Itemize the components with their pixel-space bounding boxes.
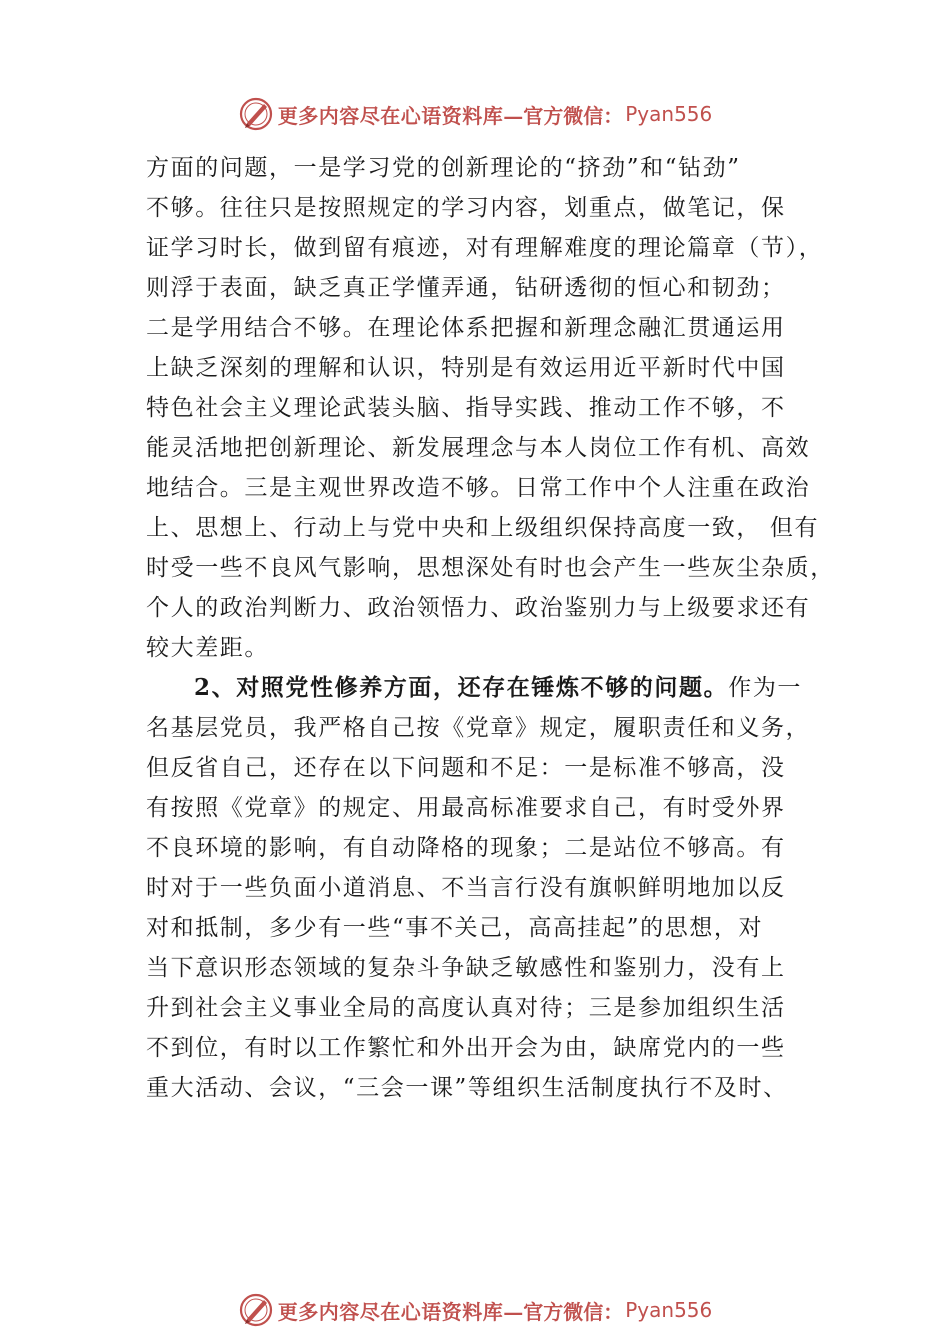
body-line: 上缺乏深刻的理解和认识，特别是有效运用近平新时代中国 [146,355,786,381]
body-line: 对和抵制，多少有一些“事不关己，高高挂起”的思想，对 [146,915,764,941]
document-body [146,148,835,1108]
body-line: 但反省自己，还存在以下问题和不足：一是标准不够高，没 [146,755,786,781]
watermark-wechat-id: Pyan556 [625,1298,713,1322]
body-line: 时对于一些负面小道消息、不当言行没有旗帜鲜明地加以反 [146,875,786,901]
pen-seal-icon [238,1292,274,1328]
body-line: 不到位，有时以工作繁忙和外出开会为由，缺席党内的一些 [146,1035,786,1061]
body-line: 则浮于表面，缺乏真正学懂弄通，钻研透彻的恒心和韧劲； [146,275,786,301]
header-watermark [0,94,950,134]
footer-watermark [0,1290,950,1330]
body-line: 较大差距。 [146,635,269,661]
body-line: 能灵活地把创新理论、新发展理念与本人岗位工作有机、高效 [146,435,811,461]
body-line: 不良环境的影响，有自动降格的现象；二是站位不够高。有 [146,835,786,861]
body-line: 个人的政治判断力、政治领悟力、政治鉴别力与上级要求还有 [146,595,811,621]
body-line: 地结合。三是主观世界改造不够。日常工作中个人注重在政治 [146,475,811,501]
body-line: 证学习时长，做到留有痕迹，对有理解难度的理论篇章（节）， [146,235,824,261]
body-line: 不够。往往只是按照规定的学习内容，划重点，做笔记，保 [146,195,786,221]
watermark-text: 更多内容尽在心语资料库 [277,103,504,128]
body-line: 二是学用结合不够。在理论体系把握和新理念融汇贯通运用 [146,315,786,341]
body-line: 方面的问题，一是学习党的创新理论的“挤劲”和“钻劲” [146,155,741,181]
section-heading-2 [146,668,826,708]
section-heading-text: 2、对照党性修养方面，还存在锤炼不够的问题。 [194,674,729,701]
watermark-separator: —官方微信： [503,103,624,128]
body-line: 重大活动、会议，“三会一课”等组织生活制度执行不及时、 [146,1075,788,1101]
body-line: 有按照《党章》的规定、用最高标准要求自己，有时受外界 [146,795,786,821]
pen-seal-icon [238,96,274,132]
watermark-text: 更多内容尽在心语资料库 [277,1299,504,1324]
watermark-wechat-id: Pyan556 [625,102,713,126]
body-line: 特色社会主义理论武装头脑、指导实践、推动工作不够，不 [146,395,786,421]
body-line: 升到社会主义事业全局的高度认真对待；三是参加组织生活 [146,995,786,1021]
watermark-separator: —官方微信： [503,1299,624,1324]
body-line: 上、思想上、行动上与党中央和上级组织保持高度一致， 但有 [146,515,820,541]
section-heading-tail: 作为一 [728,675,803,701]
body-line: 名基层党员，我严格自己按《党章》规定，履职责任和义务， [146,715,811,741]
body-line: 当下意识形态领域的复杂斗争缺乏敏感性和鉴别力，没有上 [146,955,786,981]
body-line: 时受一些不良风气影响，思想深处有时也会产生一些灰尘杂质， [146,555,835,581]
